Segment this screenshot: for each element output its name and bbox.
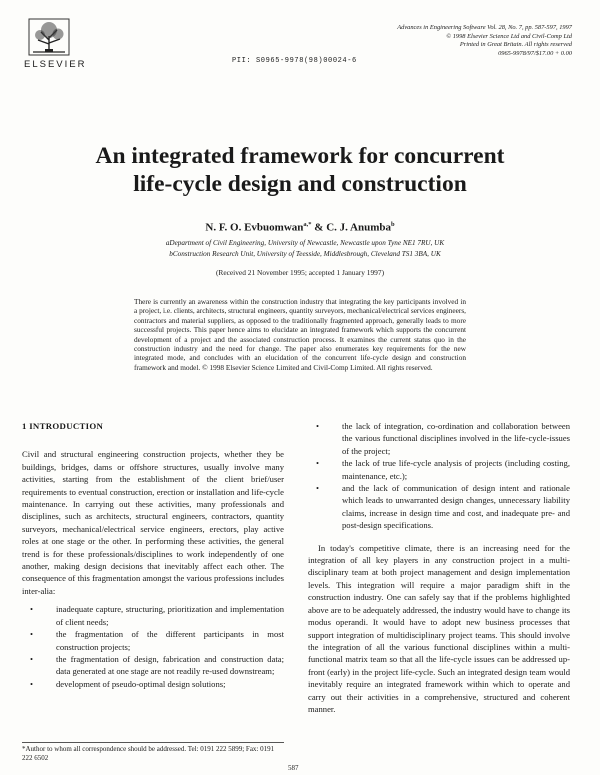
paper-title: [40, 142, 560, 198]
consequence-list-continued: [308, 420, 570, 532]
publisher-name: ELSEVIER: [24, 59, 87, 70]
page-number: 587: [288, 764, 299, 772]
affiliation: aDepartment of Civil Engineering, University of Newcastle, Newcastle upon Tyne NE1 7RU, UK: [165, 239, 445, 247]
affiliation: bConstruction Research Unit, University of Teesside, Middlesbrough, Cleveland TS1 3BA, UK: [169, 249, 441, 258]
journal-line: Advances in Engineering Software Vol. 28, No. 7, pp. 587-597, 1997: [397, 24, 572, 31]
intro-paragraph: In today's competitive climate, there is an increasing need for the integration of all key players in any construction project in a multi-disciplinary team at both project management and design implementation levels. This integration will require a major paradigm shift in the construction industry. One can safely say that if the problems highlighted above are to be adequately addressed, the industry would have to change its modus operandi. It would have to adopt new business processes that support integration of multidisciplinary project teams. This should involve the integration of all the various functional disciplines within a multi-functional matrix team so that all the life-cycle issues can be addressed up-front (early) in the project life-cycle. Such an integrated design team would inevitably require an integrated framework within which to operate and carry out their activities in a comprehensive, structured and coherent manner.: [308, 542, 570, 714]
elsevier-tree-logo: [28, 18, 70, 56]
affiliations: [60, 238, 550, 259]
list-item: • and the lack of communication of design intent and rationale which leads to unwarranted design changes, unnecessary liability claims, increase in design time and cost, and inadequate pre- and post-design specifications.: [308, 482, 570, 532]
author-name: N. F. O. Evbuomwan: [205, 221, 304, 234]
list-item: • the fragmentation of design, fabrication and construction data; data generated at one stage are not readily re-used downstream;: [22, 653, 284, 678]
consequence-list: [22, 603, 284, 690]
author-name: C. J. Anumba: [326, 221, 391, 234]
received-date: (Received 21 November 1995; accepted 1 January 1997): [215, 268, 385, 277]
footnote: *Author to whom all correspondence should be addressed. Tel: 0191 222 5899; Fax: 0191 222 6502: [22, 742, 284, 763]
title-line: life-cycle design and construction: [133, 171, 467, 197]
section-heading: 1 INTRODUCTION: [22, 421, 104, 431]
author-separator: &: [311, 221, 327, 234]
title-line: An integrated framework for concurrent: [95, 143, 505, 169]
intro-paragraph: Civil and structural engineering construction projects, whether they be buildings, bridges, dams or offshore structures, usually involve many activities, starting from the establishment of the client brief/user requirements to eventual construction, erection or installation and life-cycle maintenance. In carrying out these activities, many professionals and disciplines, such as architects, structural engineers, contractors, quantity surveyors, mechanical/electrical service engineers, erectors, play active roles at one stage or the other. In performing these activities, the general trend is for these professionals/disciplines to work independently of one another, making design decisions that inevitably affect each other. The consequence of this fragmentation amongst the various professions includes inter-alia:: [22, 449, 284, 596]
journal-line: 0965-9978/97/$17.00 + 0.00: [498, 49, 572, 57]
list-item: • the lack of true life-cycle analysis of projects (including costing, maintenance, etc.);: [308, 457, 570, 482]
list-item: • development of pseudo-optimal design solutions;: [22, 678, 284, 690]
left-column: [22, 420, 284, 694]
author-sup: b: [390, 221, 395, 228]
list-item: • inadequate capture, structuring, prioritization and implementation of client needs;: [22, 603, 284, 628]
authors: [60, 221, 540, 234]
list-item: • the lack of integration, co-ordination and collaboration between the various functional disciplines involved in the life-cycle-issues of the project;: [308, 420, 570, 457]
right-column: [308, 420, 570, 715]
journal-line: Printed in Great Britain. All rights reserved: [459, 41, 572, 49]
abstract: There is currently an awareness within the construction industry that integrating the key participants involved in a project, i.e. clients, architects, structural engineers, quantity surveyors, mechanical/electrical services engineers, contractors and material suppliers, as opposed to the traditionally fragmented approach, generally leads to more successful projects. This paper hence aims to elucidate an integrated framework which supports the concurrent development of a project and the associated construction process. It examines the current status quo in the construction industry and the need for change. The paper also enumerates key requirements for the new integrated mode, and concludes with an elucidation of the concurrent life-cycle design and construction framework and model. © 1998 Elsevier Science Limited and Civil-Comp Limited. All rights reserved.: [134, 297, 466, 372]
journal-line: © 1998 Elsevier Science Ltd and Civil-Comp Ltd: [446, 32, 572, 40]
author-sup: a,*: [303, 221, 312, 228]
pii-code: PII: S0965-9978(98)00024-6: [232, 57, 357, 65]
list-item: • the fragmentation of the different participants in most construction projects;: [22, 628, 284, 653]
journal-reference: [312, 24, 572, 58]
